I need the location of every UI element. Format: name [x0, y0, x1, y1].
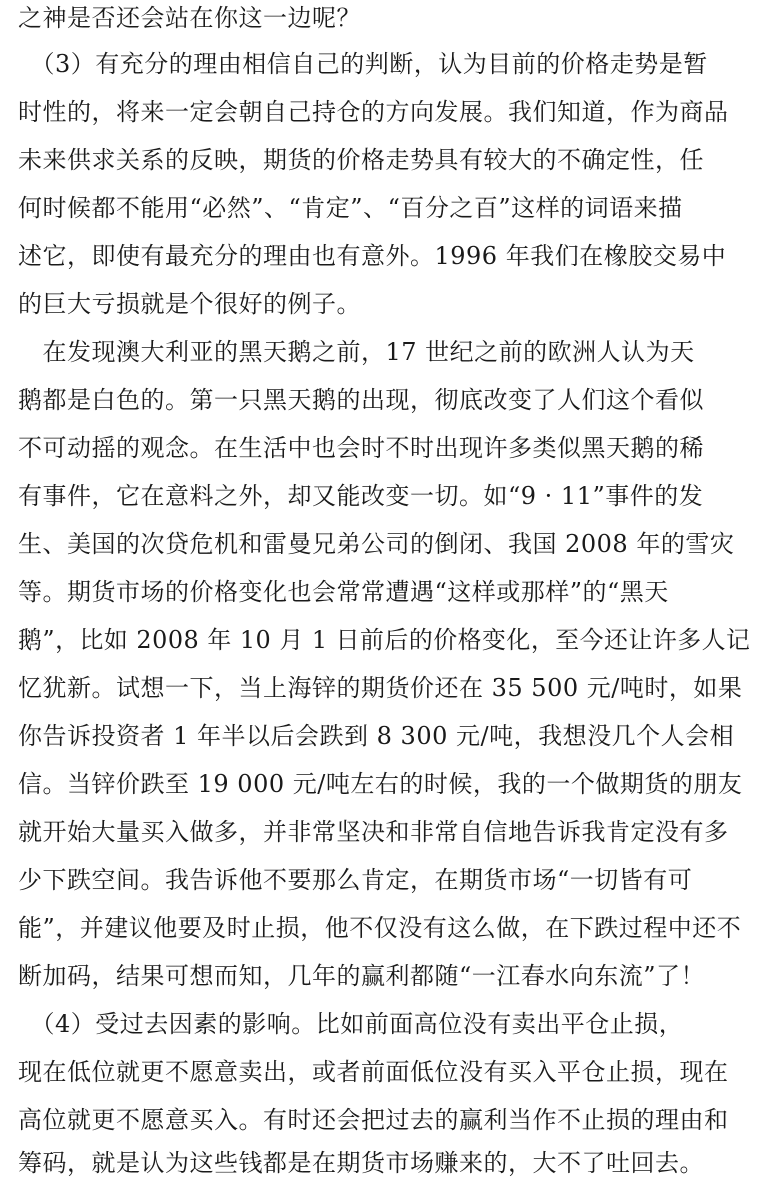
text-line: 信。当锌价跌至 19 000 元/吨左右的时候，我的一个做期货的朋友 — [18, 770, 743, 798]
text-line: 生、美国的次贷危机和雷曼兄弟公司的倒闭、我国 2008 年的雪灾 — [18, 530, 735, 558]
text-line: 现在低位就更不愿意卖出，或者前面低位没有买入平仓止损，现在 — [18, 1058, 729, 1086]
text-line: 少下跌空间。我告诉他不要那么肯定，在期货市场“一切皆有可 — [18, 866, 693, 894]
text-line: 就开始大量买入做多，并非常坚决和非常自信地告诉我肯定没有多 — [18, 818, 729, 846]
text-line: 筹码，就是认为这些钱都是在期货市场赚来的，大不了吐回去。 — [18, 1149, 704, 1177]
text-line: 等。期货市场的价格变化也会常常遭遇“这样或那样”的“黑天 — [18, 578, 669, 606]
text-line: 的巨大亏损就是个很好的例子。 — [18, 290, 361, 318]
text-line: 你告诉投资者 1 年半以后会跌到 8 300 元/吨，我想没几个人会相 — [18, 722, 735, 750]
text-line: （3）有充分的理由相信自己的判断，认为目前的价格走势是暂 — [18, 50, 708, 78]
text-line: 之神是否还会站在你这一边呢？ — [18, 4, 361, 32]
text-line: 断加码，结果可想而知，几年的赢利都随“一江春水向东流”了！ — [18, 962, 706, 990]
text-line: 何时候都不能用“必然”、“肯定”、“百分之百”这样的词语来描 — [18, 194, 683, 222]
text-line: （4）受过去因素的影响。比如前面高位没有卖出平仓止损， — [18, 1010, 684, 1038]
text-line: 忆犹新。试想一下，当上海锌的期货价还在 35 500 元/吨时，如果 — [18, 674, 743, 702]
text-line: 鹅”，比如 2008 年 10 月 1 日前后的价格变化，至今还让许多人记 — [18, 626, 751, 654]
text-line: 时性的，将来一定会朝自己持仓的方向发展。我们知道，作为商品 — [18, 98, 729, 126]
text-line: 未来供求关系的反映，期货的价格走势具有较大的不确定性，任 — [18, 146, 704, 174]
text-line: 在发现澳大利亚的黑天鹅之前，17 世纪之前的欧洲人认为天 — [18, 338, 695, 366]
text-line: 高位就更不愿意买入。有时还会把过去的赢利当作不止损的理由和 — [18, 1106, 729, 1134]
text-line: 鹅都是白色的。第一只黑天鹅的出现，彻底改变了人们这个看似 — [18, 386, 704, 414]
text-line: 有事件，它在意料之外，却又能改变一切。如“9 · 11”事件的发 — [18, 482, 704, 510]
text-line: 述它，即使有最充分的理由也有意外。1996 年我们在橡胶交易中 — [18, 242, 727, 270]
text-line: 不可动摇的观念。在生活中也会时不时出现许多类似黑天鹅的稀 — [18, 434, 704, 462]
text-line: 能”，并建议他要及时止损，他不仅没有这么做，在下跌过程中还不 — [18, 914, 742, 942]
